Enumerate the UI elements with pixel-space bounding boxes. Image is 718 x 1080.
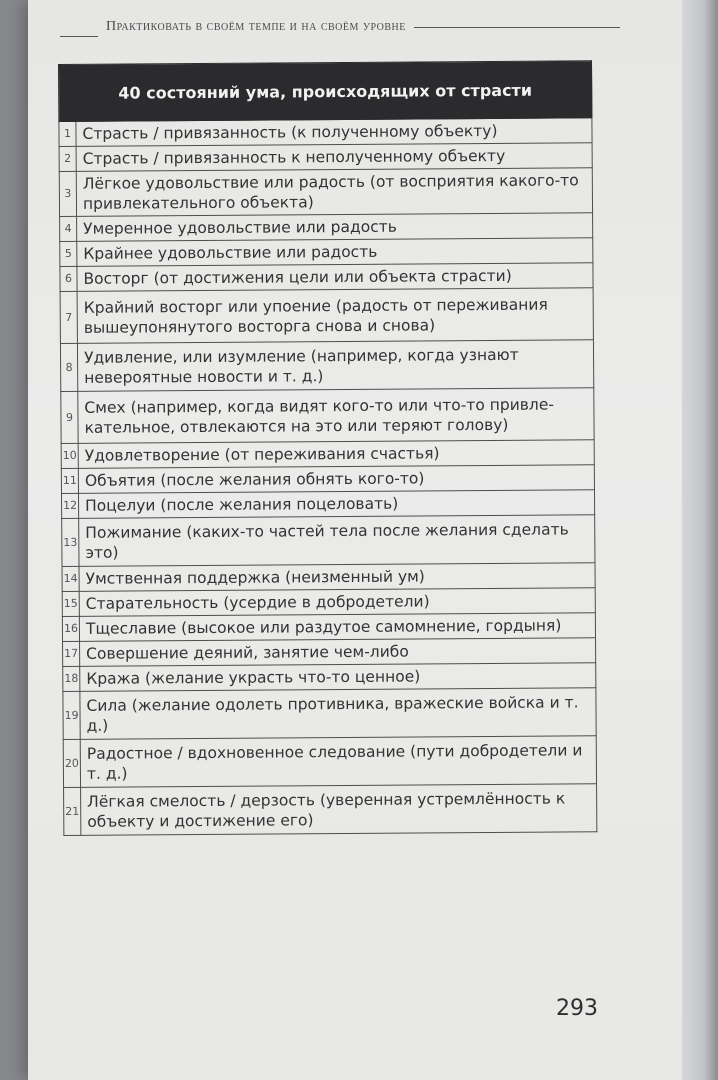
table-row <box>61 388 594 444</box>
table-row <box>62 515 595 567</box>
row-text: Крайнее удовольствие или радость <box>77 238 593 267</box>
table-title: 40 состояний ума, происходящих от страсти <box>59 61 592 122</box>
row-number: 4 <box>60 216 77 241</box>
row-number: 10 <box>61 443 78 468</box>
header-rule-right <box>414 27 620 28</box>
header-rule-left <box>60 36 98 37</box>
table-row <box>60 263 593 292</box>
row-text: Старательность (усердие в добродетели) <box>79 588 595 617</box>
row-number: 18 <box>63 666 80 691</box>
page-stack-edge <box>682 0 718 1080</box>
row-number: 17 <box>63 641 80 666</box>
row-text: Лёгкая смелость / дерзость (уверенная устремлённость к объекту и достижение его) <box>81 784 597 836</box>
table-row <box>62 563 595 592</box>
page-number: 293 <box>556 996 598 1021</box>
row-text: Умственная поддержка (неизменный ум) <box>79 563 595 592</box>
running-title: Практиковать в своём темпе и на своём уровне <box>106 19 406 34</box>
row-number: 1 <box>59 121 76 146</box>
row-text: Смех (например, когда видят кого-то или что-то привле-кательное, отвлекаются на это или теряют голову) <box>78 388 594 444</box>
table-row <box>64 784 597 836</box>
table-row <box>63 663 596 692</box>
row-text: Сила (желание одолеть противника, вражеские войска и т. д.) <box>80 688 596 740</box>
row-number: 21 <box>64 787 81 835</box>
row-text: Поцелуи (после желания поцеловать) <box>78 490 594 519</box>
table-row <box>60 213 593 242</box>
row-text: Лёгкое удовольствие или радость (от восприятия какого-то привлекательного объекта) <box>76 168 592 217</box>
table-row <box>59 143 592 172</box>
table-row <box>63 688 596 740</box>
row-text: Совершение деяний, занятие чем-либо <box>80 638 596 667</box>
row-number: 11 <box>61 468 78 493</box>
row-text: Восторг (от достижения цели или объекта страсти) <box>77 263 593 292</box>
row-number: 6 <box>60 266 77 291</box>
row-text: Тщеславие (высокое или раздутое самомнение, гордыня) <box>79 613 595 642</box>
table-row <box>59 168 592 217</box>
table-row <box>61 465 594 494</box>
table-body <box>59 118 597 836</box>
row-number: 14 <box>62 566 79 591</box>
row-number: 20 <box>63 739 80 787</box>
table-row <box>60 238 593 267</box>
table-header-row <box>59 61 592 122</box>
table-row <box>62 588 595 617</box>
row-number: 8 <box>60 343 77 391</box>
states-table <box>58 60 597 836</box>
row-number: 3 <box>59 171 76 216</box>
table-row <box>61 440 594 469</box>
table-container <box>58 60 597 836</box>
row-text: Страсть / привязанность (к полученному объекту) <box>76 118 592 147</box>
row-text: Удивление, или изумление (например, когда узнают невероятные новости и т. д.) <box>77 340 593 392</box>
row-number: 7 <box>60 291 77 343</box>
row-text: Удовлетворение (от переживания счастья) <box>78 440 594 469</box>
row-text: Пожимание (каких-то частей тела после желания сделать это) <box>79 515 595 567</box>
table-row <box>63 638 596 667</box>
row-number: 12 <box>61 493 78 518</box>
row-number: 15 <box>62 591 79 616</box>
row-number: 19 <box>63 691 80 739</box>
row-text: Умеренное удовольствие или радость <box>77 213 593 242</box>
row-text: Страсть / привязанность к неполученному объекту <box>76 143 592 172</box>
table-row <box>63 736 596 788</box>
table-row <box>61 490 594 519</box>
row-number: 9 <box>61 391 78 443</box>
table-row <box>62 613 595 642</box>
table-row <box>60 340 593 392</box>
row-text: Крайний восторг или упоение (радость от переживания вышеупонянутого восторга снова и снова) <box>77 288 593 344</box>
row-number: 13 <box>62 518 79 566</box>
row-text: Радостное / вдохновенное следование (пути добродетели и т. д.) <box>80 736 596 788</box>
table-row <box>59 118 592 147</box>
row-number: 2 <box>59 146 76 171</box>
row-text: Объятия (после желания обнять кого-то) <box>78 465 594 494</box>
row-text: Кража (желание украсть что-то ценное) <box>80 663 596 692</box>
row-number: 16 <box>62 616 79 641</box>
running-header <box>60 10 620 44</box>
row-number: 5 <box>60 241 77 266</box>
table-row <box>60 288 593 344</box>
